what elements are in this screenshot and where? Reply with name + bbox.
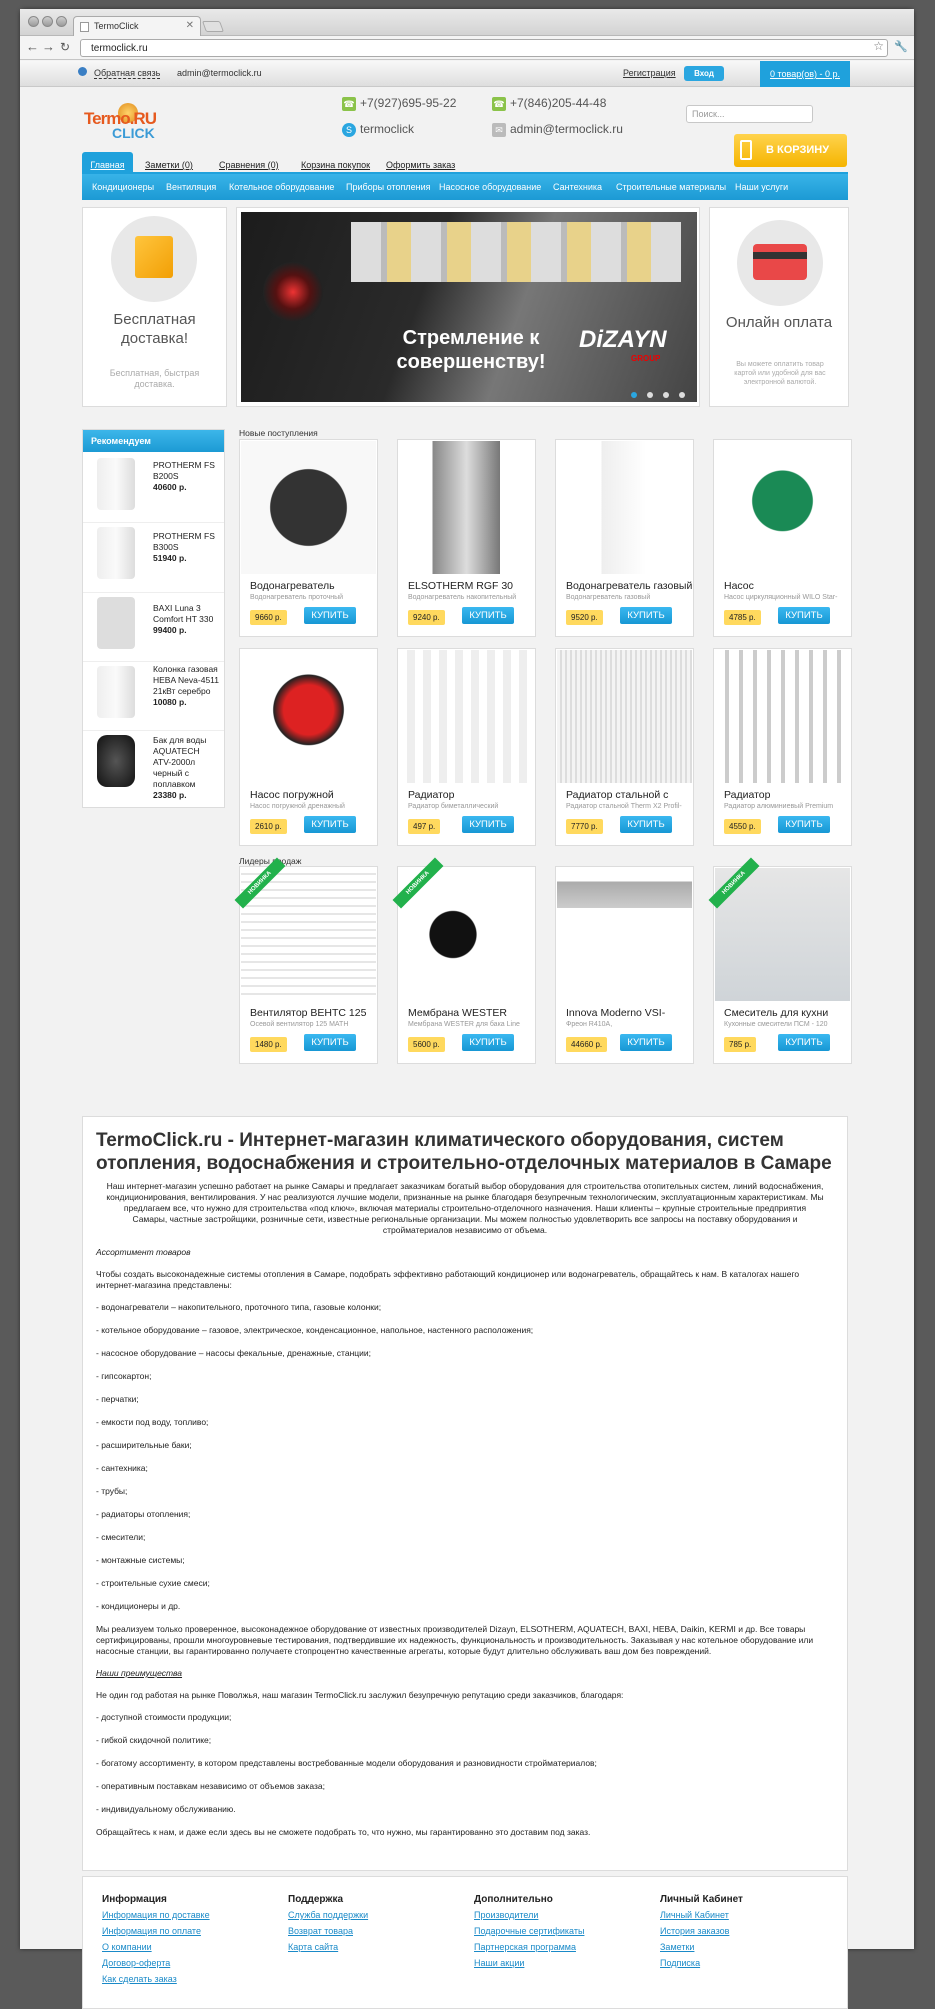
footer-col-support (288, 1894, 368, 1958)
slide-dot-3[interactable] (663, 392, 669, 398)
product-price: 4550 р. (724, 819, 761, 834)
recommend-item[interactable] (83, 454, 224, 523)
leaders-title: Лидеры продаж (239, 856, 302, 866)
about-title: TermoClick.ru - Интернет-магазин климатического оборудования, систем отопления, водоснабжения и строительно-отделочных материалов в Самаре (96, 1130, 832, 1174)
product-name[interactable]: Смеситель для кухни (724, 1007, 829, 1019)
footer-link[interactable]: Заметки (660, 1942, 695, 1952)
register-link[interactable]: Регистрация (623, 68, 676, 78)
footer-col-extra (474, 1894, 584, 1974)
footer-col-title: Поддержка (288, 1894, 344, 1905)
product-image[interactable] (399, 441, 534, 574)
new-badge: НОВИНКА (235, 858, 286, 909)
recommend-item[interactable] (83, 593, 224, 662)
cat-conditioners[interactable]: Кондиционеры (92, 182, 155, 192)
assortment-list-item: - строительные сухие смеси; (96, 1578, 210, 1588)
product-image[interactable] (97, 735, 135, 787)
cat-pumps[interactable]: Насосное оборудование (439, 182, 542, 192)
assortment-list-item: - кондиционеры и др. (96, 1601, 181, 1611)
cat-building[interactable]: Строительные материалы (616, 182, 727, 192)
phone-icon: ☎ (343, 98, 355, 109)
recommend-item-price: 23380 р. (153, 790, 187, 800)
new-badge: НОВИНКА (709, 858, 760, 909)
menu-compare[interactable]: Сравнения (0) (219, 160, 279, 170)
maximize-window-button[interactable] (56, 16, 67, 27)
banner-slogan: Стремление к совершенству! (396, 327, 546, 373)
product-image[interactable] (97, 527, 135, 579)
footer-link[interactable]: Информация по доставке (102, 1910, 210, 1920)
main-menu (82, 156, 848, 174)
cat-services[interactable]: Наши услуги (735, 182, 789, 192)
product-price: 497 р. (408, 819, 440, 834)
product-name[interactable]: Innova Moderno VSI- (566, 1007, 666, 1019)
product-image[interactable] (97, 458, 135, 510)
footer-link[interactable]: Карта сайта (288, 1942, 339, 1952)
product-card[interactable] (239, 439, 378, 637)
recommend-item-name[interactable]: Бак для воды AQUATECH ATV-2000л черный с поплавком (153, 735, 207, 789)
to-cart-button[interactable]: В КОРЗИНУ (734, 134, 847, 167)
product-desc: Радиатор стальной Therm X2 Profil- (566, 803, 682, 810)
product-card[interactable] (555, 648, 694, 846)
browser-toolbar (20, 36, 914, 60)
advantages-heading: Наши преимущества (96, 1668, 183, 1678)
promo-delivery[interactable] (82, 207, 227, 407)
product-price: 785 р. (724, 1037, 756, 1052)
recommend-item-price: 51940 р. (153, 553, 187, 563)
assortment-list-item: - сантехника; (96, 1463, 148, 1473)
about-intro: Наш интернет-магазин успешно работает на рынке Самары и предлагает заказчикам богатый выбор оборудования для строительства отопительных систем, линий водоснабжения, кондиционирования, вентилирования. У нас реализуются лучшие модели, признанные на рынке благодаря безупречным технологическим, эксплуатационным характеристикам. Мы предлагаем все, что нужно для строительства «под ключ», включая материалы строительно-отделочного назначения. Наши клиенты – крупные строительные предприятия Самары, частные застройщики, розничные сети, известные региональные организации. Мы можем полностью удовлетворить все запросы на поставку оборудования и стройматериалов независимо от объема. (106, 1181, 824, 1235)
buy-button[interactable]: КУПИТЬ (620, 816, 672, 833)
product-name[interactable]: Водонагреватель газовый (566, 580, 693, 592)
phone-1: ☎ +7(927)695-95-22 (343, 96, 457, 110)
recommend-item-name[interactable]: BAXI Luna 3 Comfort HT 330 (153, 603, 214, 624)
product-desc: Насос циркуляционный WILO Star- (724, 594, 838, 601)
email-contact: ✉ admin@termoclick.ru (492, 122, 623, 137)
footer-col-info (102, 1894, 210, 1990)
assortment-list-item: - емкости под воду, топливо; (96, 1417, 209, 1427)
product-name[interactable]: Радиатор (724, 789, 771, 801)
logo-text-top: Termo.RU (84, 109, 156, 128)
footer-col-account (660, 1894, 743, 1974)
buy-button[interactable]: КУПИТЬ (462, 816, 514, 833)
footer-link[interactable]: Личный Кабинет (660, 1910, 729, 1920)
mail-icon: ✉ (492, 123, 506, 137)
phone-2: ☎ +7(846)205-44-48 (493, 96, 607, 110)
recommend-item-name[interactable]: Колонка газовая HEBA Neva-4511 21кВт серебро (153, 664, 219, 696)
recommend-title: Рекомендуем (83, 430, 224, 452)
product-card[interactable] (239, 648, 378, 846)
topbar-email: admin@termoclick.ru (177, 68, 262, 78)
product-image[interactable] (399, 650, 534, 783)
banner-slider[interactable] (236, 207, 700, 407)
feedback-link[interactable]: Обратная связь (94, 68, 161, 78)
promo-payment-title: Онлайн оплата (725, 314, 833, 331)
advantages-list-item: - богатому ассортименту, в котором представлены востребованные модели оборудования и разновидности стройматериалов; (96, 1758, 597, 1768)
assortment-list-item: - радиаторы отопления; (96, 1509, 191, 1519)
browser-window (20, 9, 914, 1984)
footer-col-title: Дополнительно (474, 1894, 553, 1905)
product-name[interactable]: Радиатор (408, 789, 455, 801)
slide-dot-1[interactable] (631, 392, 637, 398)
recommend-item-name[interactable]: PROTHERM FS B200S (153, 460, 215, 481)
cat-heating[interactable]: Приборы отопления (346, 182, 431, 192)
menu-notes[interactable]: Заметки (0) (145, 160, 193, 170)
product-price: 7770 р. (566, 819, 603, 834)
address-bar[interactable]: termoclick.ru (80, 39, 888, 57)
recommend-block (82, 429, 225, 808)
footer-link[interactable]: Информация по оплате (102, 1926, 201, 1936)
product-desc: Фреон R410A, (566, 1021, 613, 1028)
footer-link[interactable]: Производители (474, 1910, 539, 1920)
product-card[interactable] (713, 648, 852, 846)
card-icon (753, 244, 807, 280)
banner-image (241, 212, 697, 402)
buy-button[interactable]: КУПИТЬ (620, 607, 672, 624)
assortment-list-item: - гипсокартон; (96, 1371, 152, 1381)
web-page (20, 61, 914, 1984)
advantages-list (96, 1712, 834, 1815)
menu-cart[interactable]: Корзина покупок (301, 160, 371, 170)
slide-dot-4[interactable] (679, 392, 685, 398)
product-card[interactable] (713, 866, 852, 1064)
product-price: 2610 р. (250, 819, 287, 834)
product-desc: Водонагреватель накопительный (408, 594, 517, 601)
product-card[interactable] (555, 439, 694, 637)
product-desc: Кухонные смесители ПСМ - 120 (724, 1021, 828, 1028)
footer-link[interactable]: Партнерская программа (474, 1942, 576, 1952)
menu-checkout[interactable]: Оформить заказ (386, 160, 456, 170)
product-card[interactable] (397, 866, 536, 1064)
logo-text-bottom: CLICK (112, 125, 155, 141)
feedback-icon (78, 67, 87, 76)
product-image[interactable] (557, 868, 692, 1001)
promo-payment-text: Вы можете оплатить товар картой или удобной для вас электронной валютой. (734, 361, 826, 386)
product-card[interactable] (239, 866, 378, 1064)
cat-ventilation[interactable]: Вентиляция (166, 182, 217, 192)
product-name[interactable]: Мембрана WESTER (408, 1007, 507, 1019)
advantages-list-item: - доступной стоимости продукции; (96, 1712, 232, 1722)
footer-link[interactable]: О компании (102, 1942, 152, 1952)
buy-button[interactable]: КУПИТЬ (304, 1034, 356, 1051)
product-card[interactable] (397, 648, 536, 846)
product-name[interactable]: Насос (724, 580, 754, 592)
product-image[interactable] (557, 441, 692, 574)
product-name[interactable]: Водонагреватель (250, 580, 335, 592)
banner-brand: DiZAYN (579, 326, 667, 353)
product-image[interactable] (241, 441, 376, 574)
banner-group: GROUP (631, 354, 661, 363)
site-logo[interactable] (84, 101, 164, 149)
skype-contact: S termoclick (342, 122, 414, 137)
buy-button[interactable]: КУПИТЬ (462, 607, 514, 624)
card-circle (737, 220, 823, 306)
product-price: 9240 р. (408, 610, 445, 625)
footer-link[interactable]: Служба поддержки (288, 1910, 369, 1920)
page-icon (80, 22, 89, 32)
footer-link[interactable]: Подписка (660, 1958, 701, 1968)
footer-link[interactable]: Наши акции (474, 1958, 525, 1968)
product-desc: Осевой вентилятор 125 МАТН (250, 1021, 349, 1028)
footer-link[interactable]: Возврат товара (288, 1926, 353, 1936)
recommend-item[interactable] (83, 662, 224, 731)
assortment-list-item: - монтажные системы; (96, 1555, 185, 1565)
product-price: 1480 р. (250, 1037, 287, 1052)
product-image[interactable] (557, 650, 692, 783)
recommend-item-price: 10080 р. (153, 697, 187, 707)
reload-icon[interactable]: ↻ (60, 40, 71, 54)
assortment-list-item: - трубы; (96, 1486, 128, 1496)
buy-button[interactable]: КУПИТЬ (304, 816, 356, 833)
cat-boilers[interactable]: Котельное оборудование (229, 182, 335, 192)
product-desc: Водонагреватель проточный (250, 594, 344, 601)
browser-titlebar (20, 9, 914, 36)
advantages-text: Не один год работая на рынке Поволжья, наш магазин TermoClick.ru заслужил безупречную репутацию среди заказчиков, благодаря: (96, 1690, 624, 1700)
product-desc: Радиатор алюминиевый Premium (724, 803, 834, 810)
promo-payment[interactable] (709, 207, 849, 407)
footer (82, 1876, 848, 2009)
login-button[interactable]: Вход (684, 66, 724, 81)
tab-title: TermoClick (94, 21, 139, 31)
recommend-item-name[interactable]: PROTHERM FS B300S (153, 531, 215, 552)
browser-tab[interactable] (73, 16, 201, 37)
new-arrivals-title: Новые поступления (239, 428, 318, 438)
recommend-item[interactable] (83, 523, 224, 593)
wrench-icon[interactable]: 🔧 (894, 41, 908, 53)
assortment-list-item: - водонагреватели – накопительного, проточного типа, газовые колонки; (96, 1302, 382, 1312)
box-icon (135, 236, 173, 278)
promo-delivery-title: Бесплатная доставка! (113, 311, 196, 347)
assortment-heading: Ассортимент товаров (96, 1247, 191, 1257)
product-desc: Мембрана WESTER для бака Line (408, 1021, 520, 1028)
assortment-list-item: - котельное оборудование – газовое, электрическое, конденсационное, напольное, настенного расположения; (96, 1325, 534, 1335)
close-tab-icon[interactable]: ✕ (185, 20, 194, 31)
footer-col-title: Информация (102, 1894, 167, 1905)
minimize-window-button[interactable] (42, 16, 53, 27)
category-menu (82, 174, 848, 200)
buy-button[interactable]: КУПИТЬ (462, 1034, 514, 1051)
advantages-list-item: - оперативным поставкам независимо от объемов заказа; (96, 1781, 325, 1791)
about-outro: Обращайтесь к нам, и даже если здесь вы не сможете подобрать то, что нужно, мы гарантированно это доставим под заказ. (96, 1827, 591, 1837)
product-card[interactable] (397, 439, 536, 637)
footer-link[interactable]: Договор-оферта (102, 1958, 171, 1968)
product-desc: Насос погружной дренажный (250, 803, 345, 810)
cart-summary-link[interactable]: 0 товар(ов) - 0 р. (760, 61, 850, 87)
quality-text: Мы реализуем только проверенное, высоконадежное оборудование от известных производителей Dizayn, ELSOTHERM, AQUATECH, BAXI, HEBA, Daikin, KERMI и др. Все товары сертифицированы, прошли многоуровневые тестирования, подтвердившие их надежность, функциональность и производительность. Заказывая у нас котельное оборудование или насосные станции, вы гарантированно получаете стопроцентно качественные агрегаты, которые будут длительно обслуживать ваш дом без повреждений. (96, 1624, 814, 1656)
assortment-list-item: - смесители; (96, 1532, 146, 1542)
recommend-item-price: 99400 р. (153, 625, 187, 635)
buy-button[interactable]: КУПИТЬ (778, 1034, 830, 1051)
product-image[interactable] (97, 666, 135, 718)
promo-delivery-text: Бесплатная, быстрая доставка. (109, 368, 200, 389)
buy-button[interactable]: КУПИТЬ (620, 1034, 672, 1051)
assortment-text: Чтобы создать высоконадежные системы отопления в Самаре, подобрать эффективно работающий кондиционер или водонагреватель, обращайтесь к нам. В каталогах нашего интернет-магазина представлены: (96, 1269, 800, 1290)
product-card[interactable] (555, 866, 694, 1064)
footer-col-title: Личный Кабинет (660, 1894, 743, 1905)
product-price: 5600 р. (408, 1037, 445, 1052)
buy-button[interactable]: КУПИТЬ (778, 816, 830, 833)
footer-link[interactable]: Подарочные сертификаты (474, 1926, 585, 1936)
product-desc: Водонагреватель газовый (566, 594, 651, 601)
new-tab-button[interactable] (202, 21, 224, 32)
banner-pipes (351, 222, 681, 282)
cat-plumbing[interactable]: Сантехника (553, 182, 603, 192)
product-name[interactable]: ELSOTHERM RGF 30 (408, 580, 514, 592)
product-price: 9520 р. (566, 610, 603, 625)
product-image[interactable] (241, 650, 376, 783)
assortment-list-item: - насосное оборудование – насосы фекальные, дренажные, станции; (96, 1348, 372, 1358)
footer-link[interactable]: Как сделать заказ (102, 1974, 177, 1984)
product-card[interactable] (713, 439, 852, 637)
box-circle (111, 216, 197, 302)
product-price: 4785 р. (724, 610, 761, 625)
menu-home[interactable]: Главная (82, 152, 133, 172)
footer-link[interactable]: История заказов (660, 1926, 730, 1936)
advantages-list-item: - индивидуальному обслуживанию. (96, 1804, 236, 1814)
buy-button[interactable]: КУПИТЬ (304, 607, 356, 624)
assortment-list-item: - перчатки; (96, 1394, 139, 1404)
recommend-item-price: 40600 р. (153, 482, 187, 492)
banner-robot (263, 262, 323, 322)
phone-icon: ☎ (493, 98, 505, 109)
product-desc: Радиатор биметаллический (408, 803, 499, 810)
product-name[interactable]: Насос погружной (250, 789, 334, 801)
buy-button[interactable]: КУПИТЬ (778, 607, 830, 624)
about-section (82, 1116, 848, 1871)
product-name[interactable]: Вентилятор ВЕНТС 125 (250, 1007, 367, 1019)
product-price: 44660 р. (566, 1037, 607, 1052)
product-image[interactable] (715, 650, 850, 783)
recommend-item[interactable] (83, 731, 224, 807)
product-image[interactable] (97, 597, 135, 649)
slide-dot-2[interactable] (647, 392, 653, 398)
assortment-list (96, 1302, 834, 1612)
product-name[interactable]: Радиатор стальной с (566, 789, 669, 801)
new-badge: НОВИНКА (393, 858, 444, 909)
bookmark-star-icon[interactable]: ☆ (873, 39, 884, 53)
search-input[interactable]: Поиск... (686, 105, 813, 123)
forward-icon[interactable]: → (42, 39, 55, 54)
advantages-list-item: - гибкой скидочной политике; (96, 1735, 212, 1745)
assortment-list-item: - расширительные баки; (96, 1440, 192, 1450)
product-image[interactable] (715, 441, 850, 574)
close-window-button[interactable] (28, 16, 39, 27)
skype-icon: S (342, 123, 356, 137)
back-icon[interactable]: ← (26, 39, 39, 54)
site-topbar (20, 61, 914, 87)
product-price: 9660 р. (250, 610, 287, 625)
